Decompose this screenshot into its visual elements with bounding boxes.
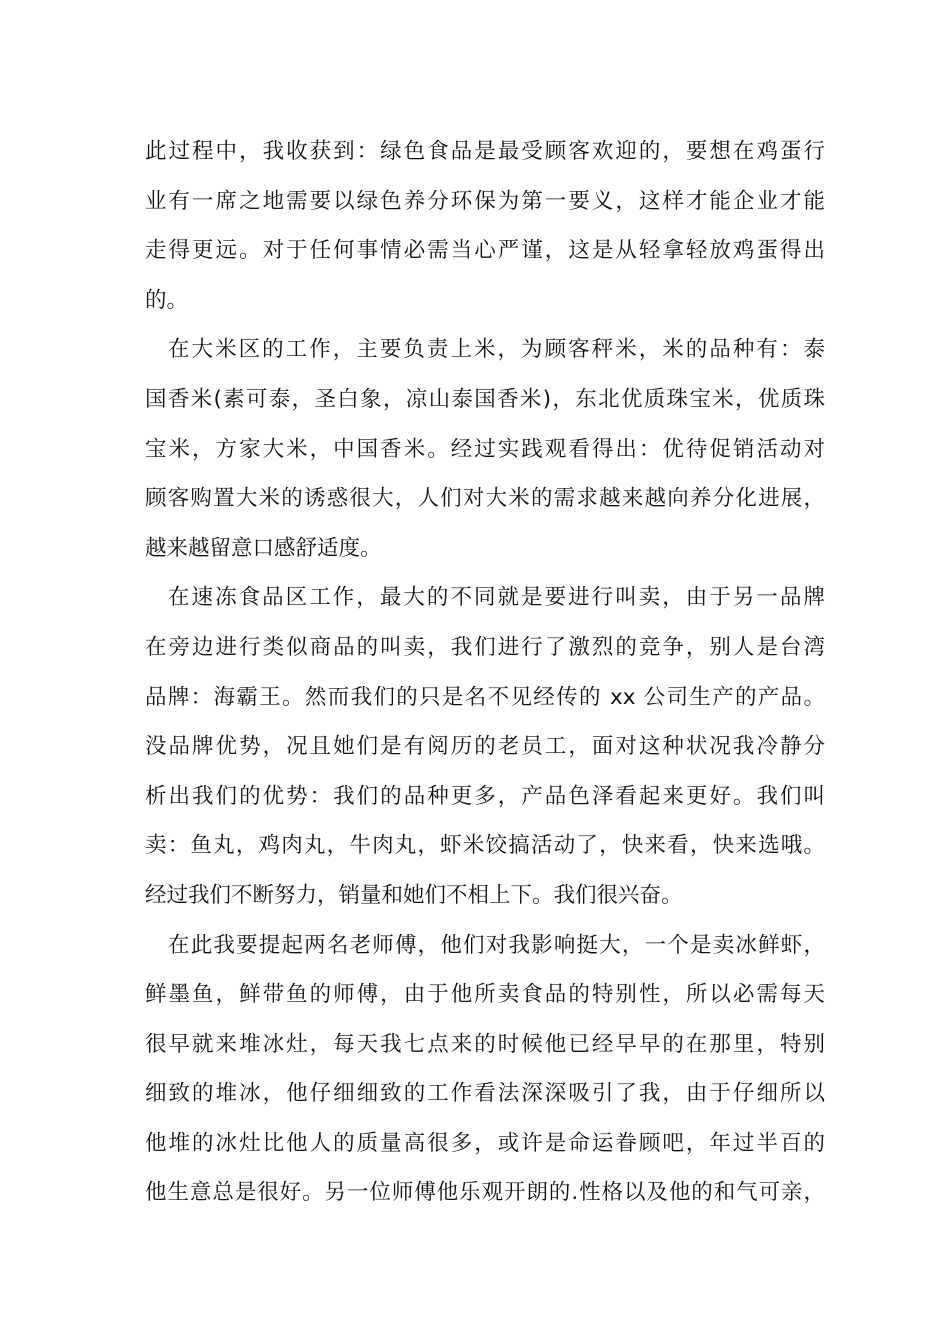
text-line: 品牌：海霸王。然而我们的只是名不见经传的 xx 公司生产的产品。 [145,684,825,710]
text-line: 在速冻食品区工作，最大的不同就是要进行叫卖，由于另一品牌 [168,585,825,611]
text-line: 在大米区的工作，主要负责上米，为顾客秤米，米的品种有：泰 [168,337,825,363]
text-line: 卖：鱼丸，鸡肉丸，牛肉丸，虾米饺搞活动了，快来看，快来选哦。 [145,833,825,859]
text-line: 很早就来堆冰灶，每天我七点来的时候他已经早早的在那里，特别 [145,1031,825,1057]
text-line: 的。 [145,287,189,313]
text-line: 走得更远。对于任何事情必需当心严谨，这是从轻拿轻放鸡蛋得出 [145,238,825,264]
text-line: 鲜墨鱼，鲜带鱼的师傅，由于他所卖食品的特别性，所以必需每天 [145,982,825,1008]
text-line: 此过程中，我收获到：绿色食品是最受顾客欢迎的，要想在鸡蛋行 [145,139,825,164]
text-line: 析出我们的优势：我们的品种更多，产品色泽看起来更好。我们叫 [145,783,825,809]
text-line: 宝米，方家大米，中国香米。经过实践观看得出：优待促销活动对 [145,436,825,462]
text-line: 顾客购置大米的诱惑很大，人们对大米的需求越来越向养分化进展， [145,486,825,512]
text-line: 细致的堆冰，他仔细细致的工作看法深深吸引了我，由于仔细所以 [145,1081,825,1107]
text-line: 国香米(素可泰，圣白象，凉山泰国香米)，东北优质珠宝米，优质珠 [145,386,825,412]
paragraph [145,325,825,573]
text-line: 经过我们不断努力，销量和她们不相上下。我们很兴奋。 [145,882,683,908]
text-line: 越来越留意口感舒适度。 [145,535,382,561]
text-line: 业有一席之地需要以绿色养分环保为第一要义，这样才能企业才能 [145,188,825,214]
document-body [145,127,825,1218]
text-line: 在此我要提起两名老师傅，他们对我影响挺大，一个是卖冰鲜虾， [168,932,825,958]
text-line: 他生意总是很好。另一位师傅他乐观开朗的.性格以及他的和气可亲， [145,1180,825,1206]
paragraph [145,127,825,325]
text-line: 他堆的冰灶比他人的质量高很多，或许是命运眷顾吧，年过半百的 [145,1130,825,1156]
text-line: 没品牌优势，况且她们是有阅历的老员工，面对这种状况我冷静分 [145,734,825,760]
paragraph [145,921,825,1219]
text-line: 在旁边进行类似商品的叫卖，我们进行了激烈的竞争，别人是台湾 [145,634,825,660]
paragraph [145,573,825,920]
